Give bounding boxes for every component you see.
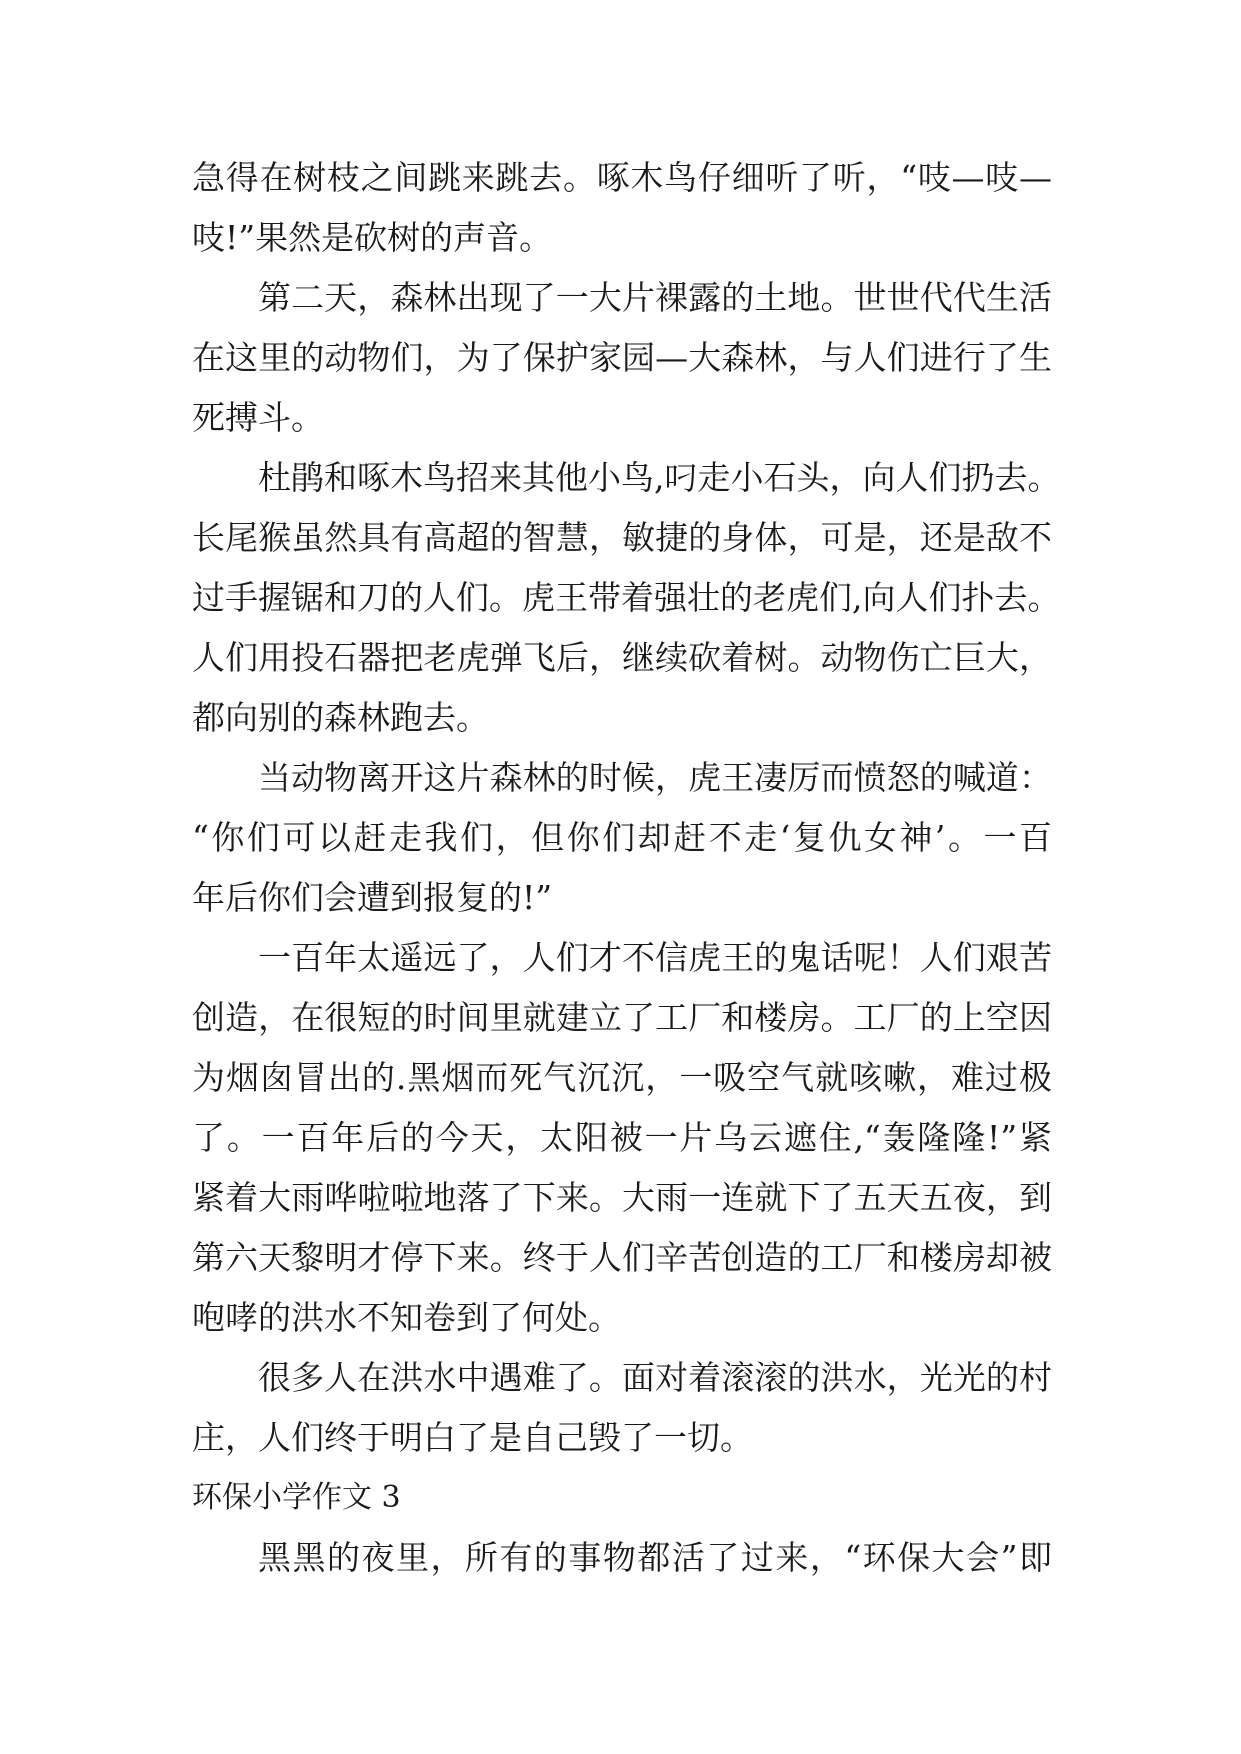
text-line: 第六天黎明才停下来。终于人们辛苦创造的工厂和楼房却被: [192, 1238, 1052, 1277]
text-line: 年后你们会遭到报复的!”: [192, 878, 553, 917]
paragraph-5: [192, 928, 1052, 1348]
paragraph-7: [192, 1528, 1052, 1588]
heading-text: 环保小学作文 3: [192, 1480, 401, 1515]
text-line: “你们可以赶走我们，但你们却赶不走‘复仇女神’。一百: [192, 818, 1052, 857]
text-line: 人们用投石器把老虎弹飞后，继续砍着树。动物伤亡巨大，: [192, 638, 1052, 677]
text-line: 紧着大雨哗啦啦地落了下来。大雨一连就下了五天五夜，到: [192, 1178, 1052, 1217]
text-line: 第二天，森林出现了一大片裸露的土地。世世代代生活: [258, 278, 1052, 317]
text-line: 为烟囱冒出的.黑烟而死气沉沉，一吸空气就咳嗽，难过极: [192, 1058, 1052, 1097]
text-line: 在这里的动物们，为了保护家园—大森林，与人们进行了生: [192, 338, 1052, 377]
text-line: 长尾猴虽然具有高超的智慧，敏捷的身体，可是，还是敌不: [192, 518, 1052, 557]
paragraph-6: [192, 1348, 1052, 1468]
text-line: 创造，在很短的时间里就建立了工厂和楼房。工厂的上空因: [192, 998, 1052, 1037]
text-line: 当动物离开这片森林的时候，虎王凄厉而愤怒的喊道：: [258, 758, 1052, 797]
paragraph-4: [192, 748, 1052, 928]
text-line: 黑黑的夜里，所有的事物都活了过来，“环保大会”即: [258, 1538, 1052, 1577]
section-heading: [192, 1468, 1052, 1528]
text-line: 急得在树枝之间跳来跳去。啄木鸟仔细听了听，“吱—吱—: [192, 158, 1052, 197]
paragraph-1: [192, 148, 1052, 268]
text-line: 咆哮的洪水不知卷到了何处。: [192, 1298, 621, 1337]
document-page: [192, 148, 1061, 1588]
text-line: 过手握锯和刀的人们。虎王带着强壮的老虎们,向人们扑去。: [192, 578, 1061, 617]
text-line: 了。一百年后的今天，太阳被一片乌云遮住,“轰隆隆!”紧: [192, 1118, 1052, 1157]
text-line: 死搏斗。: [192, 398, 324, 437]
text-line: 吱!”果然是砍树的声音。: [192, 218, 553, 257]
paragraph-2: [192, 268, 1052, 448]
text-line: 一百年太遥远了，人们才不信虎王的鬼话呢！人们艰苦: [258, 938, 1052, 977]
paragraph-3: [192, 448, 1061, 748]
text-line: 杜鹃和啄木鸟招来其他小鸟,叼走小石头，向人们扔去。: [258, 458, 1061, 497]
text-line: 庄，人们终于明白了是自己毁了一切。: [192, 1418, 753, 1457]
text-line: 都向别的森林跑去。: [192, 698, 489, 737]
text-line: 很多人在洪水中遇难了。面对着滚滚的洪水，光光的村: [258, 1358, 1052, 1397]
